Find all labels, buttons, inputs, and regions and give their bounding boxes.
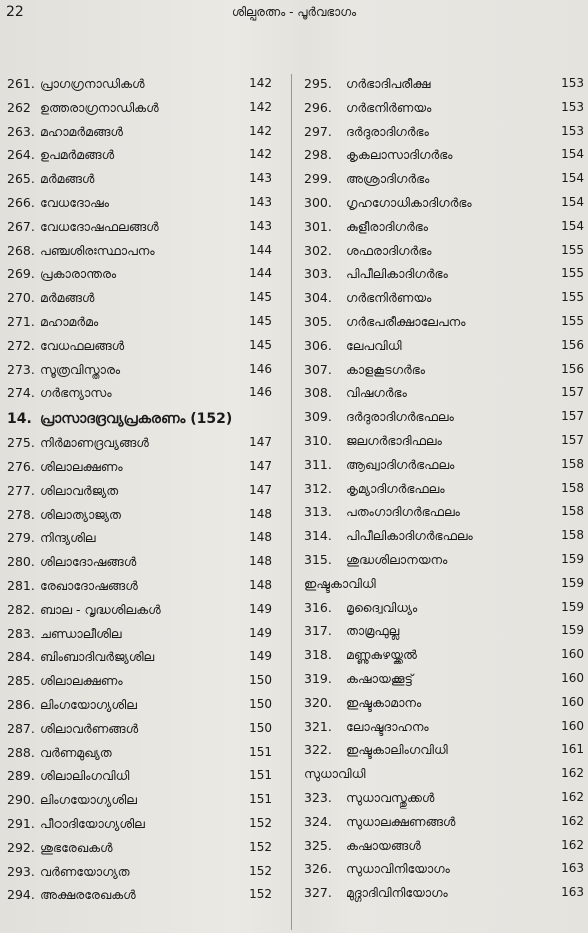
entry-title: ജലഗർഭാദിഫലം: [346, 432, 442, 448]
entry-page: 157: [561, 432, 584, 447]
entry-number: 302.: [304, 242, 332, 258]
entry-page: 160: [561, 694, 584, 709]
toc-entry: [0, 336, 288, 360]
entry-page: 163: [561, 885, 584, 900]
toc-entry: [0, 624, 288, 648]
entry-page: 149: [249, 601, 272, 616]
toc-entry: [0, 552, 288, 576]
toc-entry: [0, 169, 288, 193]
entry-number: 285.: [7, 673, 35, 689]
entry-title: പീഠാദിയോഗ്യശില: [40, 815, 145, 831]
entry-title: കൃകലാസാദിഗർഭം: [346, 147, 453, 163]
toc-entry: [296, 788, 588, 812]
entry-number: 270.: [7, 290, 35, 306]
entry-title: ശിലാലക്ഷണം: [40, 673, 123, 689]
toc-entry: [296, 431, 588, 455]
entry-page: 157: [561, 385, 584, 400]
entry-page: 152: [249, 863, 272, 878]
toc-entry: [296, 645, 588, 669]
toc-entry: [296, 98, 588, 122]
toc-entry: [296, 74, 588, 98]
entry-page: 162: [561, 766, 584, 781]
entry-title: രേഖാദോഷങ്ങൾ: [40, 577, 138, 593]
entry-page: 162: [561, 837, 584, 852]
entry-title: പ്രാഗഗ്രനാഡികൾ: [40, 76, 145, 91]
entry-page: 145: [249, 313, 272, 328]
entry-page: 143: [249, 218, 272, 233]
entry-page: 162: [561, 813, 584, 828]
chapter-title: പ്രാസാദദ്രവ്യപ്രകരണം (152): [40, 411, 233, 428]
entry-page: 159: [561, 599, 584, 614]
entry-title: വേധദോഷം: [40, 194, 109, 210]
toc-entry: [0, 528, 288, 552]
toc-entry: [0, 264, 288, 288]
entry-number: 306.: [304, 337, 332, 353]
page-number: 22: [6, 4, 24, 20]
entry-title: പതംഗാദിഗർഭഫലം: [346, 504, 460, 520]
toc-entry: [0, 122, 288, 146]
entry-title: സുധാലക്ഷണങ്ങൾ: [346, 813, 456, 829]
entry-page: 146: [249, 385, 272, 400]
entry-title: ഗൃഹഗോധികാദിഗർഭം: [346, 194, 472, 210]
entry-title: മർമങ്ങൾ: [40, 290, 95, 306]
toc-entry: [296, 288, 588, 312]
entry-number: 326.: [304, 861, 332, 877]
entry-page: 150: [249, 673, 272, 688]
entry-page: 154: [561, 218, 584, 233]
entry-number: 296.: [304, 99, 332, 115]
entry-number: 320.: [304, 694, 332, 710]
entry-page: 142: [249, 99, 272, 114]
entry-title: ശുദ്ധശിലാനയനം: [346, 551, 448, 567]
entry-page: 147: [249, 435, 272, 450]
entry-number: 295.: [304, 76, 332, 91]
entry-number: 261.: [7, 76, 35, 91]
toc-entry: [0, 719, 288, 743]
entry-number: 278.: [7, 506, 35, 522]
entry-title: ബാല - വൃദ്ധശിലകൾ: [40, 601, 161, 617]
entry-page: 149: [249, 649, 272, 664]
toc-entry: [0, 383, 288, 407]
toc-entry: [296, 574, 588, 598]
toc-entry: [0, 312, 288, 336]
toc-entry: [0, 600, 288, 624]
entry-number: 284.: [7, 649, 35, 665]
entry-page: 153: [561, 76, 584, 90]
toc-entry: [296, 264, 588, 288]
entry-title: താമ്രഫുല്ല: [346, 623, 400, 639]
entry-number: 310.: [304, 432, 332, 448]
entry-title: വിഷഗർഭം: [346, 385, 407, 401]
entry-page: 149: [249, 625, 272, 640]
entry-title: ഗർഭപരീക്ഷാലേപനം: [346, 313, 466, 329]
entry-number: 300.: [304, 194, 332, 210]
entry-number: 314.: [304, 528, 332, 544]
entry-number: 327.: [304, 885, 332, 901]
entry-title: മർമങ്ങൾ: [40, 171, 95, 187]
entry-number: 305.: [304, 313, 332, 329]
entry-title: പിപീലികാദിഗർഭഫലം: [346, 528, 473, 544]
entry-number: 325.: [304, 837, 332, 853]
toc-entry: [296, 621, 588, 645]
entry-number: 287.: [7, 720, 35, 736]
toc-entry: [0, 193, 288, 217]
toc-entry: [0, 481, 288, 505]
entry-title: കഷായക്കൂട്ട്: [346, 670, 414, 686]
toc-entry: [296, 241, 588, 265]
entry-page: 142: [249, 76, 272, 90]
entry-title: ഗർഭനിർണയം: [346, 99, 432, 115]
toc-entry: [296, 455, 588, 479]
entry-page: 150: [249, 720, 272, 735]
toc-entry: [296, 598, 588, 622]
entry-title: സുധാവിധി: [304, 766, 366, 782]
entry-page: 142: [249, 123, 272, 138]
entry-number: 323.: [304, 789, 332, 805]
toc-entry: [0, 743, 288, 767]
toc-entry: [296, 145, 588, 169]
entry-title: കഷായങ്ങൾ: [346, 837, 421, 853]
entry-page: 145: [249, 337, 272, 352]
entry-title: നിന്ദ്യശില: [40, 530, 96, 546]
entry-title: സുധാവിനിയോഗം: [346, 861, 450, 877]
entry-number: 268.: [7, 242, 35, 258]
entry-page: 162: [561, 789, 584, 804]
entry-number: 311.: [304, 456, 332, 472]
entry-number: 317.: [304, 623, 332, 639]
entry-title: ഗർഭനിർണയം: [346, 290, 432, 306]
toc-entry: [296, 312, 588, 336]
entry-number: 309.: [304, 409, 332, 425]
entry-title: വർണമുഖ്യത: [40, 744, 112, 760]
entry-number: 315.: [304, 551, 332, 567]
entry-page: 144: [249, 242, 272, 257]
entry-title: പഞ്ചശിരഃസ്ഥാപനം: [40, 242, 155, 258]
entry-page: 148: [249, 554, 272, 569]
entry-page: 152: [249, 815, 272, 830]
toc-entry: [296, 717, 588, 741]
entry-title: മഹാമർമങ്ങൾ: [40, 123, 123, 139]
entry-page: 154: [561, 194, 584, 209]
entry-number: 292.: [7, 839, 35, 855]
entry-title: ശിലാദോഷങ്ങൾ: [40, 554, 137, 570]
toc-entry: [296, 169, 588, 193]
toc-entry: [0, 862, 288, 886]
entry-title: ലോഷ്ടദാഹനം: [346, 718, 429, 734]
entry-number: 319.: [304, 670, 332, 686]
entry-page: 155: [561, 266, 584, 281]
entry-number: 318.: [304, 647, 332, 663]
toc-entry: [0, 766, 288, 790]
entry-page: 148: [249, 530, 272, 545]
entry-title: സൂത്രവിസ്താരം: [40, 361, 121, 377]
entry-page: 142: [249, 147, 272, 162]
toc-entry: [0, 671, 288, 695]
chapter-heading: [0, 407, 288, 433]
entry-number: 307.: [304, 361, 332, 377]
entry-number: 299.: [304, 171, 332, 187]
toc-entry: [0, 360, 288, 384]
entry-title: മൃദ്വൈവിധ്യം: [346, 599, 418, 615]
entry-number: 286.: [7, 696, 35, 712]
entry-page: 154: [561, 147, 584, 162]
toc-left-column: [0, 74, 288, 909]
entry-page: 158: [561, 528, 584, 543]
toc-entry: [296, 383, 588, 407]
toc-entry: [296, 122, 588, 146]
entry-page: 161: [561, 742, 584, 757]
toc-entry: [296, 883, 588, 907]
entry-number: 273.: [7, 361, 35, 377]
running-title: ശില്പരത്നം - പൂർവഭാഗം: [231, 5, 357, 19]
entry-number: 272.: [7, 337, 35, 353]
entry-page: 143: [249, 194, 272, 209]
entry-page: 156: [561, 337, 584, 352]
entry-title: പ്രകാരാന്തരം: [40, 266, 117, 282]
entry-page: 152: [249, 887, 272, 902]
entry-page: 155: [561, 313, 584, 328]
entry-number: 271.: [7, 313, 35, 329]
entry-number: 304.: [304, 290, 332, 306]
entry-page: 160: [561, 718, 584, 733]
entry-title: മഹാമർമം: [40, 313, 99, 329]
entry-page: 156: [561, 361, 584, 376]
entry-page: 144: [249, 266, 272, 281]
entry-title: വേധഫലങ്ങൾ: [40, 337, 125, 353]
entry-number: 291.: [7, 815, 35, 831]
toc-entry: [296, 502, 588, 526]
entry-title: ലേപവിധി: [346, 337, 402, 353]
entry-page: 158: [561, 504, 584, 519]
toc-entry: [0, 217, 288, 241]
toc-entry: [0, 838, 288, 862]
entry-page: 147: [249, 458, 272, 473]
entry-number: 269.: [7, 266, 35, 282]
page-header: [0, 4, 588, 28]
toc-entry: [296, 407, 588, 431]
toc-entry: [0, 576, 288, 600]
entry-page: 147: [249, 482, 272, 497]
entry-title: ഗർഭാദിപരീക്ഷ: [346, 76, 431, 91]
toc-entry: [0, 74, 288, 98]
entry-page: 159: [561, 575, 584, 590]
entry-title: ഗർഭന്യാസം: [40, 385, 112, 401]
entry-number: 281.: [7, 577, 35, 593]
entry-title: ശുഭരേഖകൾ: [40, 839, 113, 855]
entry-number: 312.: [304, 480, 332, 496]
entry-page: 154: [561, 171, 584, 186]
entry-number: 293.: [7, 863, 35, 879]
toc-entry: [0, 814, 288, 838]
entry-number: 275.: [7, 435, 35, 451]
entry-number: 301.: [304, 218, 332, 234]
entry-title: ലിംഗയോഗ്യശില: [40, 696, 137, 712]
entry-number: 262: [7, 99, 31, 115]
entry-title: ദർദുരാദിഗർഭഫലം: [346, 409, 454, 425]
entry-number: 288.: [7, 744, 35, 760]
toc-right-column: [296, 74, 588, 907]
chapter-number: 14.: [7, 411, 32, 428]
column-divider: [291, 74, 292, 930]
toc-entry: [296, 336, 588, 360]
entry-number: 266.: [7, 194, 35, 210]
entry-page: 143: [249, 171, 272, 186]
entry-page: 146: [249, 361, 272, 376]
entry-number: 321.: [304, 718, 332, 734]
toc-entry: [296, 669, 588, 693]
toc-entry: [0, 98, 288, 122]
entry-title: ശിലാലക്ഷണം: [40, 458, 123, 474]
toc-entry: [296, 526, 588, 550]
entry-number: 279.: [7, 530, 35, 546]
entry-title: ശഫരാദിഗർഭം: [346, 242, 432, 258]
entry-number: 297.: [304, 123, 332, 139]
entry-title: ആഖ്വാദിഗർഭഫലം: [346, 456, 455, 472]
toc-entry: [296, 360, 588, 384]
entry-page: 145: [249, 290, 272, 305]
entry-page: 160: [561, 670, 584, 685]
toc-entry: [0, 433, 288, 457]
toc-entry: [0, 145, 288, 169]
entry-page: 163: [561, 861, 584, 876]
entry-page: 159: [561, 551, 584, 566]
entry-page: 153: [561, 123, 584, 138]
toc-entry: [296, 859, 588, 883]
toc-entry: [296, 693, 588, 717]
entry-page: 151: [249, 768, 272, 783]
entry-page: 152: [249, 839, 272, 854]
entry-number: 289.: [7, 768, 35, 784]
toc-entry: [296, 764, 588, 788]
entry-page: 155: [561, 290, 584, 305]
entry-page: 151: [249, 792, 272, 807]
entry-page: 157: [561, 409, 584, 424]
entry-number: 324.: [304, 813, 332, 829]
toc-entry: [0, 790, 288, 814]
entry-page: 158: [561, 480, 584, 495]
toc-entry: [296, 836, 588, 860]
toc-entry: [296, 740, 588, 764]
toc-entry: [0, 288, 288, 312]
entry-page: 160: [561, 647, 584, 662]
entry-number: 265.: [7, 171, 35, 187]
entry-title: സുധാവസ്തുക്കൾ: [346, 789, 435, 805]
entry-number: 298.: [304, 147, 332, 163]
entry-number: 267.: [7, 218, 35, 234]
entry-title: ദർദുരാദിഗർഭം: [346, 123, 429, 139]
entry-page: 159: [561, 623, 584, 638]
entry-number: 308.: [304, 385, 332, 401]
entry-number: 282.: [7, 601, 35, 617]
entry-title: വർണയോഗ്യത: [40, 863, 130, 879]
entry-title: ഉപമർമങ്ങൾ: [40, 147, 115, 163]
entry-title: ഇഷ്ടകാവിധി: [304, 575, 376, 591]
entry-title: നിർമാണദ്രവ്യങ്ങൾ: [40, 435, 149, 451]
entry-number: 290.: [7, 792, 35, 808]
toc-entry: [0, 505, 288, 529]
entry-title: ശിലാലിംഗവിധി: [40, 768, 130, 784]
entry-page: 155: [561, 242, 584, 257]
entry-title: അശ്രാദിഗർഭം: [346, 171, 430, 187]
entry-title: ശിലാവർജ്യത: [40, 482, 119, 498]
entry-page: 150: [249, 696, 272, 711]
toc-entry: [296, 550, 588, 574]
toc-entry: [0, 647, 288, 671]
entry-title: മുദ്ഗാദിവിനിയോഗം: [346, 885, 448, 901]
entry-title: ഇഷ്ടകാമാനം: [346, 694, 422, 710]
entry-number: 294.: [7, 887, 35, 903]
entry-title: കൃമ്യാദിഗർഭഫലം: [346, 480, 445, 496]
toc-entry: [296, 812, 588, 836]
toc-entry: [296, 193, 588, 217]
entry-number: 280.: [7, 554, 35, 570]
entry-title: ശിലാവർണങ്ങൾ: [40, 720, 139, 736]
entry-title: അക്ഷരരേഖകൾ: [40, 887, 136, 903]
entry-title: ബിംബാദിവർജ്യശില: [40, 649, 155, 665]
entry-page: 153: [561, 99, 584, 114]
entry-number: 313.: [304, 504, 332, 520]
entry-number: 322.: [304, 742, 332, 758]
entry-number: 283.: [7, 625, 35, 641]
entry-title: ചണ്ഡാലീശില: [40, 625, 122, 641]
toc-entry: [0, 885, 288, 909]
entry-title: വേധദോഷഫലങ്ങൾ: [40, 218, 159, 234]
entry-number: 263.: [7, 123, 35, 139]
entry-title: കുളീരാദിഗർഭം: [346, 218, 429, 234]
entry-title: ശിലാത്യാജ്യത: [40, 506, 121, 522]
entry-title: ഉത്തരാഗ്രനാഡികൾ: [40, 99, 159, 115]
entry-title: ഇഷ്ടകാലിംഗവിധി: [346, 742, 448, 758]
entry-title: ലിംഗയോഗ്യശില: [40, 792, 137, 808]
entry-title: കാളകൂടഗർഭം: [346, 361, 426, 377]
entry-number: 277.: [7, 482, 35, 498]
entry-number: 276.: [7, 458, 35, 474]
toc-entry: [296, 479, 588, 503]
toc-entry: [0, 241, 288, 265]
entry-page: 151: [249, 744, 272, 759]
toc-entry: [296, 217, 588, 241]
toc-entry: [0, 457, 288, 481]
entry-title: മണ്ണുകുഴയ്ക്കൽ: [346, 647, 417, 663]
entry-number: 316.: [304, 599, 332, 615]
entry-number: 303.: [304, 266, 332, 282]
entry-number: 274.: [7, 385, 35, 401]
entry-page: 148: [249, 577, 272, 592]
toc-entry: [0, 695, 288, 719]
entry-number: 264.: [7, 147, 35, 163]
entry-title: പിപീലികാദിഗർഭം: [346, 266, 448, 282]
entry-page: 158: [561, 456, 584, 471]
entry-page: 148: [249, 506, 272, 521]
